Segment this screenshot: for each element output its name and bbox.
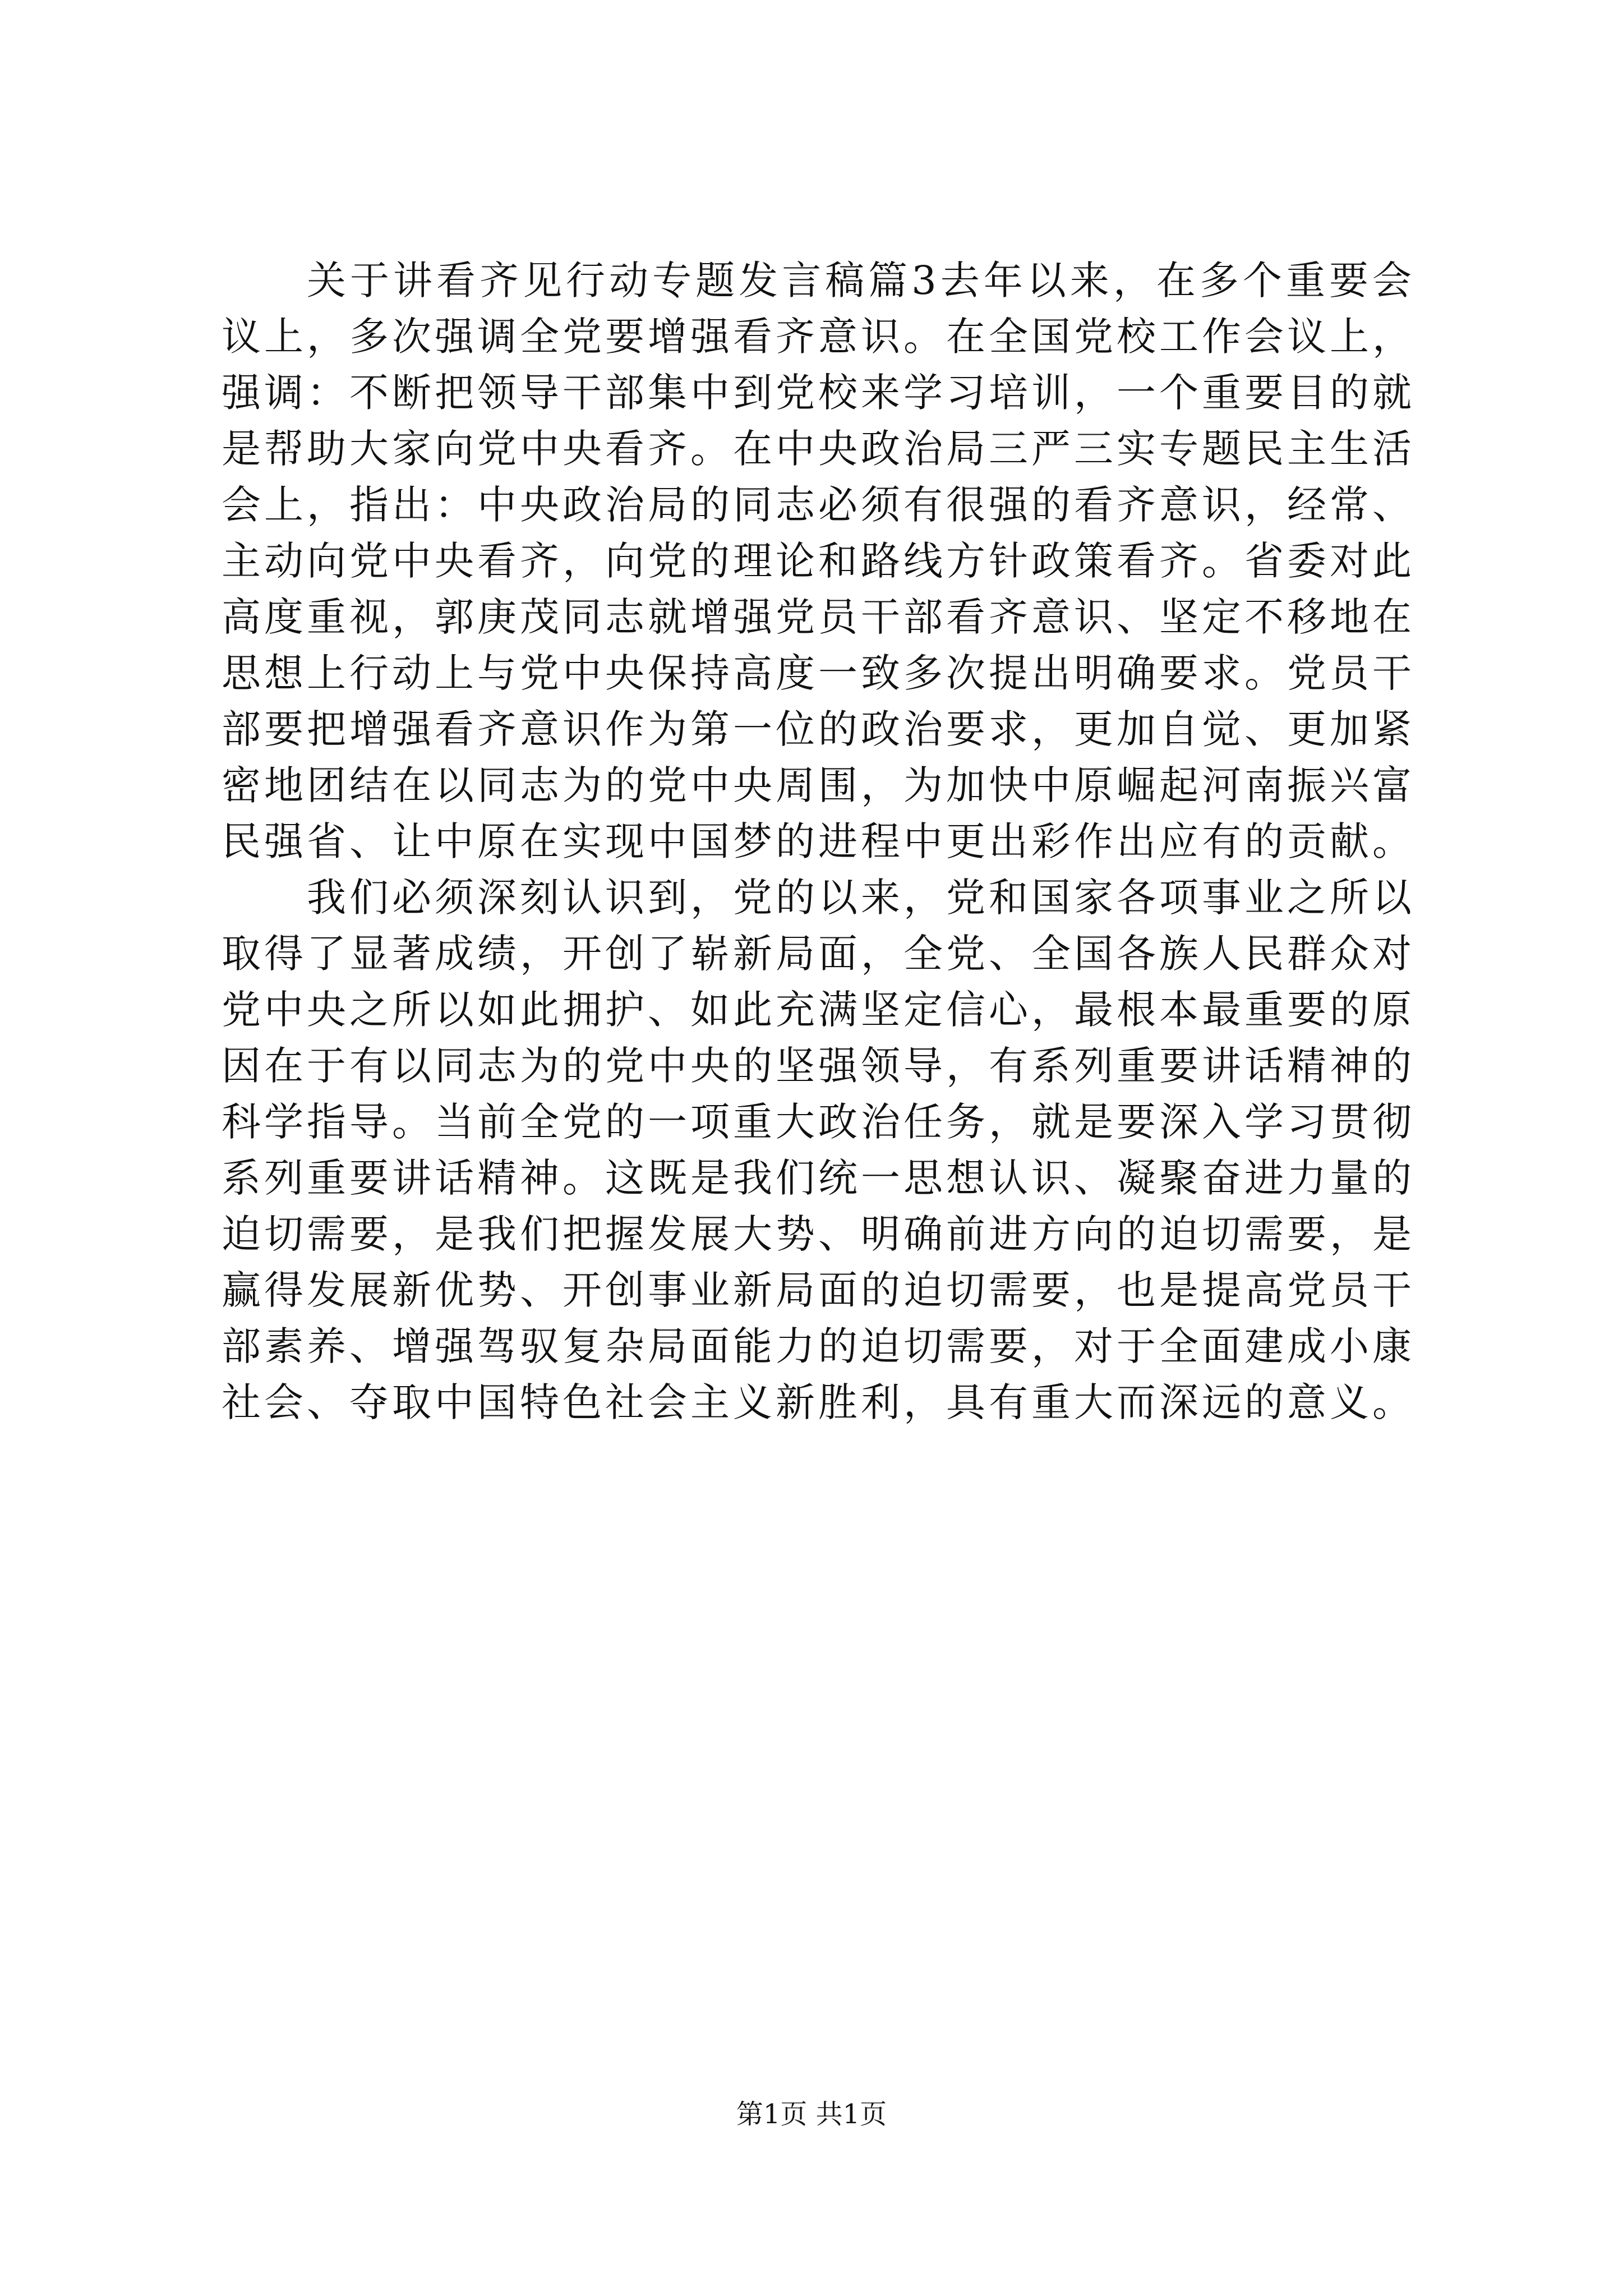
paragraph-2: 我们必须深刻认识到，党的以来，党和国家各项事业之所以取得了显著成绩，开创了崭新局面，全党、全国各族人民群众对党中央之所以如此拥护、如此充满坚定信心，最根本最重要的原因在于有以同志为的党中央的坚强领导，有系列重要讲话精神的科学指导。当前全党的一项重大政治任务，就是要深入学习贯彻系列重要讲话精神。这既是我们统一思想认识、凝聚奋进力量的迫切需要，是我们把握发展大势、明确前进方向的迫切需要，是赢得发展新优势、开创事业新局面的迫切需要，也是提高党员干部素养、增强驾驭复杂局面能力的迫切需要，对于全面建成小康社会、夺取中国特色社会主义新胜利，具有重大而深远的意义。 bbox=[222, 875, 1415, 1425]
paragraph-1: 关于讲看齐见行动专题发言稿篇3去年以来，在多个重要会议上，多次强调全党要增强看齐意识。在全国党校工作会议上，强调：不断把领导干部集中到党校来学习培训，一个重要目的就是帮助大家向党中央看齐。在中央政治局三严三实专题民主生活会上，指出：中央政治局的同志必须有很强的看齐意识，经常、主动向党中央看齐，向党的理论和路线方针政策看齐。省委对此高度重视，郭庚茂同志就增强党员干部看齐意识、坚定不移地在思想上行动上与党中央保持高度一致多次提出明确要求。党员干部要把增强看齐意识作为第一位的政治要求，更加自觉、更加紧密地团结在以同志为的党中央周围，为加快中原崛起河南振兴富民强省、让中原在实现中国梦的进程中更出彩作出应有的贡献。 bbox=[222, 257, 1415, 864]
document-body bbox=[222, 252, 1415, 1430]
page-footer: 第1页 共1页 bbox=[736, 2099, 887, 2130]
